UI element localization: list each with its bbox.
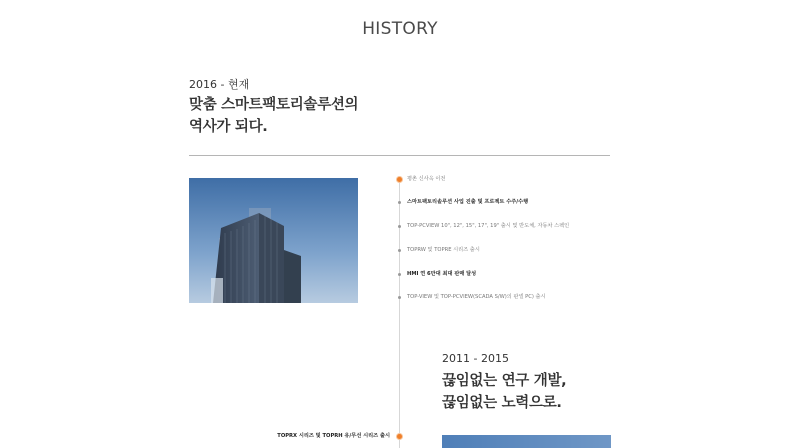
timeline-dot-highlight	[396, 433, 403, 440]
section-1-headline	[189, 94, 358, 138]
event-item: 평촌 신사옥 이전	[407, 176, 446, 182]
event-item: 스마트팩토리솔루션 사업 진출 및 프로젝트 수주/수행	[407, 199, 529, 205]
section-1-headline-line2: 역사가 되다.	[189, 119, 268, 135]
timeline-dot	[398, 296, 401, 299]
event-item: TOP-PCVIEW 10", 12", 15", 17", 19" 출시 및 반도체, 자동차 스펙인	[407, 223, 570, 229]
event-item: HMI 연 6만대 최대 판매 달성	[407, 271, 477, 277]
section-2-headline	[442, 370, 566, 414]
event-item: TOPRW 및 TOPRE 시리즈 출시	[407, 247, 480, 253]
section-2-period: 2011 - 2015	[442, 352, 509, 365]
timeline-dot	[398, 249, 401, 252]
section-2-headline-line2: 끊임없는 노력으로.	[442, 395, 562, 411]
building-photo-2	[442, 434, 611, 448]
section-divider	[189, 155, 610, 156]
event-item: TOP-VIEW 및 TOP-PCVIEW(SCADA S/W)의 판넬 PC) 출시	[407, 294, 546, 300]
section-1-headline-line1: 맞춤 스마트팩토리솔루션의	[189, 97, 359, 113]
timeline-dot	[398, 225, 401, 228]
building-photo	[189, 178, 358, 303]
page-title: HISTORY	[362, 19, 438, 39]
timeline-dot	[398, 201, 401, 204]
event-item: TOPRX 시리즈 및 TOPRH 유/무선 시리즈 출시	[277, 433, 390, 439]
timeline-dot-highlight	[396, 176, 403, 183]
section-2-headline-line1: 끊임없는 연구 개발,	[442, 373, 567, 389]
timeline-dot	[398, 273, 401, 276]
section-1-period: 2016 - 현재	[189, 78, 250, 91]
timeline-line	[399, 180, 400, 448]
